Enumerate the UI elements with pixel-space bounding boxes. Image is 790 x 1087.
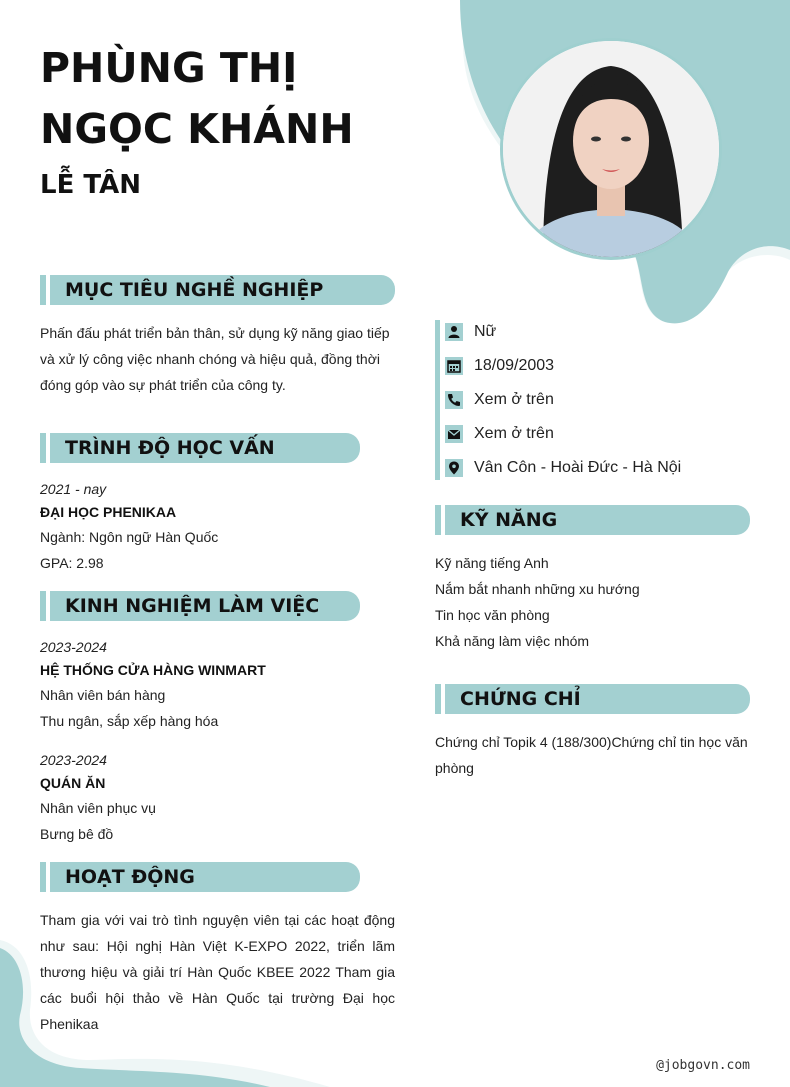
- job-detail: Thu ngân, sắp xếp hàng hóa: [40, 713, 219, 729]
- education-school: ĐẠI HỌC PHENIKAA: [40, 504, 177, 520]
- profile-photo: [500, 38, 722, 260]
- job-period: 2023-2024: [40, 639, 107, 655]
- skill-item: Kỹ năng tiếng Anh: [435, 555, 549, 571]
- section-header-certificates: [435, 684, 750, 714]
- candidate-name: [40, 38, 354, 160]
- name-line-1: PHÙNG THỊ: [40, 44, 298, 92]
- skill-item: Tin học văn phòng: [435, 607, 550, 623]
- section-header-activities: [40, 862, 360, 892]
- job-company: QUÁN ĂN: [40, 775, 106, 791]
- section-header-skills: [435, 505, 750, 535]
- job-detail: Bưng bê đồ: [40, 826, 114, 842]
- contact-text: Vân Côn - Hoài Đức - Hà Nội: [474, 459, 682, 476]
- section-header-objective: [40, 275, 395, 305]
- section-title: TRÌNH ĐỘ HỌC VẤN: [65, 437, 275, 459]
- email-icon: [445, 425, 463, 443]
- job-company: HỆ THỐNG CỬA HÀNG WINMART: [40, 662, 266, 678]
- skill-item: Nắm bắt nhanh những xu hướng: [435, 581, 640, 597]
- section-header-education: [40, 433, 360, 463]
- education-gpa: GPA: 2.98: [40, 555, 104, 571]
- calendar-icon: [445, 357, 463, 375]
- contact-text: 18/09/2003: [474, 357, 555, 374]
- portrait-image: [503, 41, 719, 257]
- section-title: MỤC TIÊU NGHỀ NGHIỆP: [65, 279, 324, 301]
- contact-text: Xem ở trên: [474, 391, 554, 408]
- job-period: 2023-2024: [40, 752, 107, 768]
- watermark: @jobgovn.com: [656, 1058, 750, 1073]
- job-detail: Nhân viên bán hàng: [40, 687, 166, 703]
- contact-text: Nữ: [474, 323, 497, 340]
- contact-accent-bar: [435, 320, 440, 480]
- section-title: HOẠT ĐỘNG: [65, 866, 195, 888]
- name-line-2: NGỌC KHÁNH: [40, 105, 354, 153]
- certificates-text: Chứng chỉ Topik 4 (188/300)Chứng chỉ tin học văn phòng: [435, 734, 748, 776]
- section-header-experience: [40, 591, 360, 621]
- job-title: LỄ TÂN: [40, 170, 141, 200]
- activities-text: Tham gia với vai trò tình nguyện viên tại các hoạt động như sau: Hội nghị Hàn Việt K-EXPO 2022, triển lãm thương hiệu và giải trí Hàn Quốc KBEE 2022 Tham gia các buổi hội thảo về Hàn Quốc tại trường Đại học Phenikaa: [40, 912, 395, 1032]
- section-title: CHỨNG CHỈ: [460, 688, 581, 710]
- person-icon: [445, 323, 463, 341]
- section-title: KỸ NĂNG: [460, 509, 558, 531]
- education-period: 2021 - nay: [40, 481, 107, 497]
- education-major: Ngành: Ngôn ngữ Hàn Quốc: [40, 529, 219, 545]
- section-title: KINH NGHIỆM LÀM VIỆC: [65, 595, 320, 617]
- objective-text: Phấn đấu phát triển bản thân, sử dụng kỹ năng giao tiếp và xử lý công việc nhanh chóng và hiệu quả, đồng thời đóng góp vào sự phát triển của công ty.: [40, 325, 390, 393]
- job-detail: Nhân viên phục vụ: [40, 800, 156, 816]
- phone-icon: [445, 391, 463, 409]
- location-pin-icon: [445, 459, 463, 477]
- contact-text: Xem ở trên: [474, 425, 554, 442]
- skill-item: Khả năng làm việc nhóm: [435, 633, 590, 649]
